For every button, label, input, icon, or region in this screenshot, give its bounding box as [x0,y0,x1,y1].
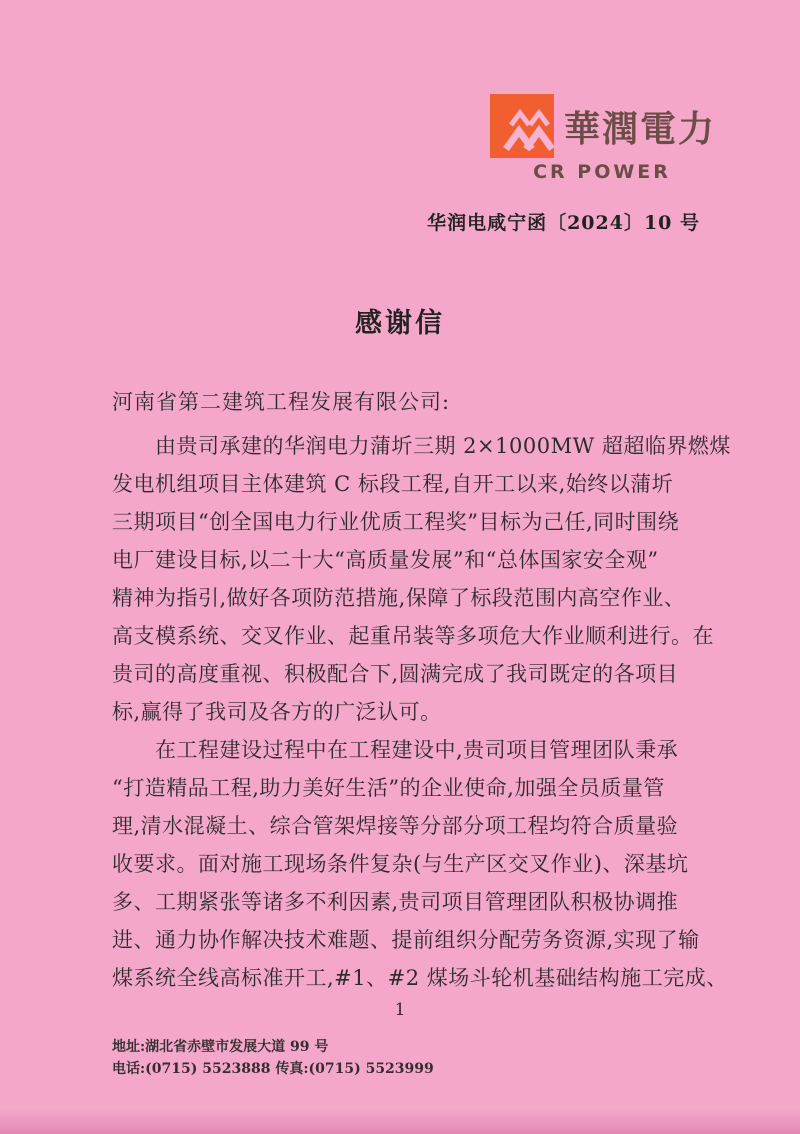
doc-ref-number: 华润电咸宁函〔2024〕10 号 [427,212,700,234]
cr-power-logo-icon [490,94,554,158]
body-line: 理,清水混凝土、综合管架焊接等分部分项工程均符合质量验 [112,814,679,838]
brand-logo-row [490,94,717,158]
salutation: 河南省第二建筑工程发展有限公司: [112,390,451,414]
body-line: 贵司的高度重视、积极配合下,圆满完成了我司既定的各项目 [112,662,679,686]
footer-address: 地址:湖北省赤壁市发展大道 99 号 [112,1039,329,1055]
body-line: 由贵司承建的华润电力蒲圻三期 2×1000MW 超超临界燃煤 [112,434,731,458]
footer [112,1036,434,1080]
body-line: 收要求。面对施工现场条件复杂(与生产区交叉作业)、深基坑 [112,852,689,876]
body-line: 电厂建设目标,以二十大“高质量发展”和“总体国家安全观” [112,548,659,572]
letter-body [112,427,731,997]
body-line: 进、通力协作解决技术难题、提前组织分配劳务资源,实现了输 [112,928,700,952]
body-line: 在工程建设过程中在工程建设中,贵司项目管理团队秉承 [112,738,679,762]
body-line: 高支模系统、交叉作业、起重吊装等多项危大作业顺利进行。在 [112,624,714,648]
body-line: “打造精品工程,助力美好生活”的企业使命,加强全员质量管 [112,776,665,800]
body-line: 精神为指引,做好各项防范措施,保障了标段范围内高空作业、 [112,586,686,610]
page-number: 1 [394,1000,406,1020]
body-line: 多、工期紧张等诸多不利因素,贵司项目管理团队积极协调推 [112,890,679,914]
footer-phone: 电话:(0715) 5523888 传真:(0715) 5523999 [112,1061,434,1077]
body-line: 发电机组项目主体建筑 C 标段工程,自开工以来,始终以蒲圻 [112,472,674,496]
brand-wordmark: 華潤電力 [564,107,717,150]
brand-logo [490,94,717,183]
body-line: 三期项目“创全国电力行业优质工程奖”目标为己任,同时围绕 [112,510,680,534]
body-line: 标,赢得了我司及各方的广泛认可。 [112,700,442,724]
letter-title: 感谢信 [355,308,445,339]
body-line: 煤系统全线高标准开工,#1、#2 煤场斗轮机基础结构施工完成、 [112,966,728,990]
scan-edge-shadow [0,1110,800,1134]
brand-subtext: CR POWER [533,161,671,183]
